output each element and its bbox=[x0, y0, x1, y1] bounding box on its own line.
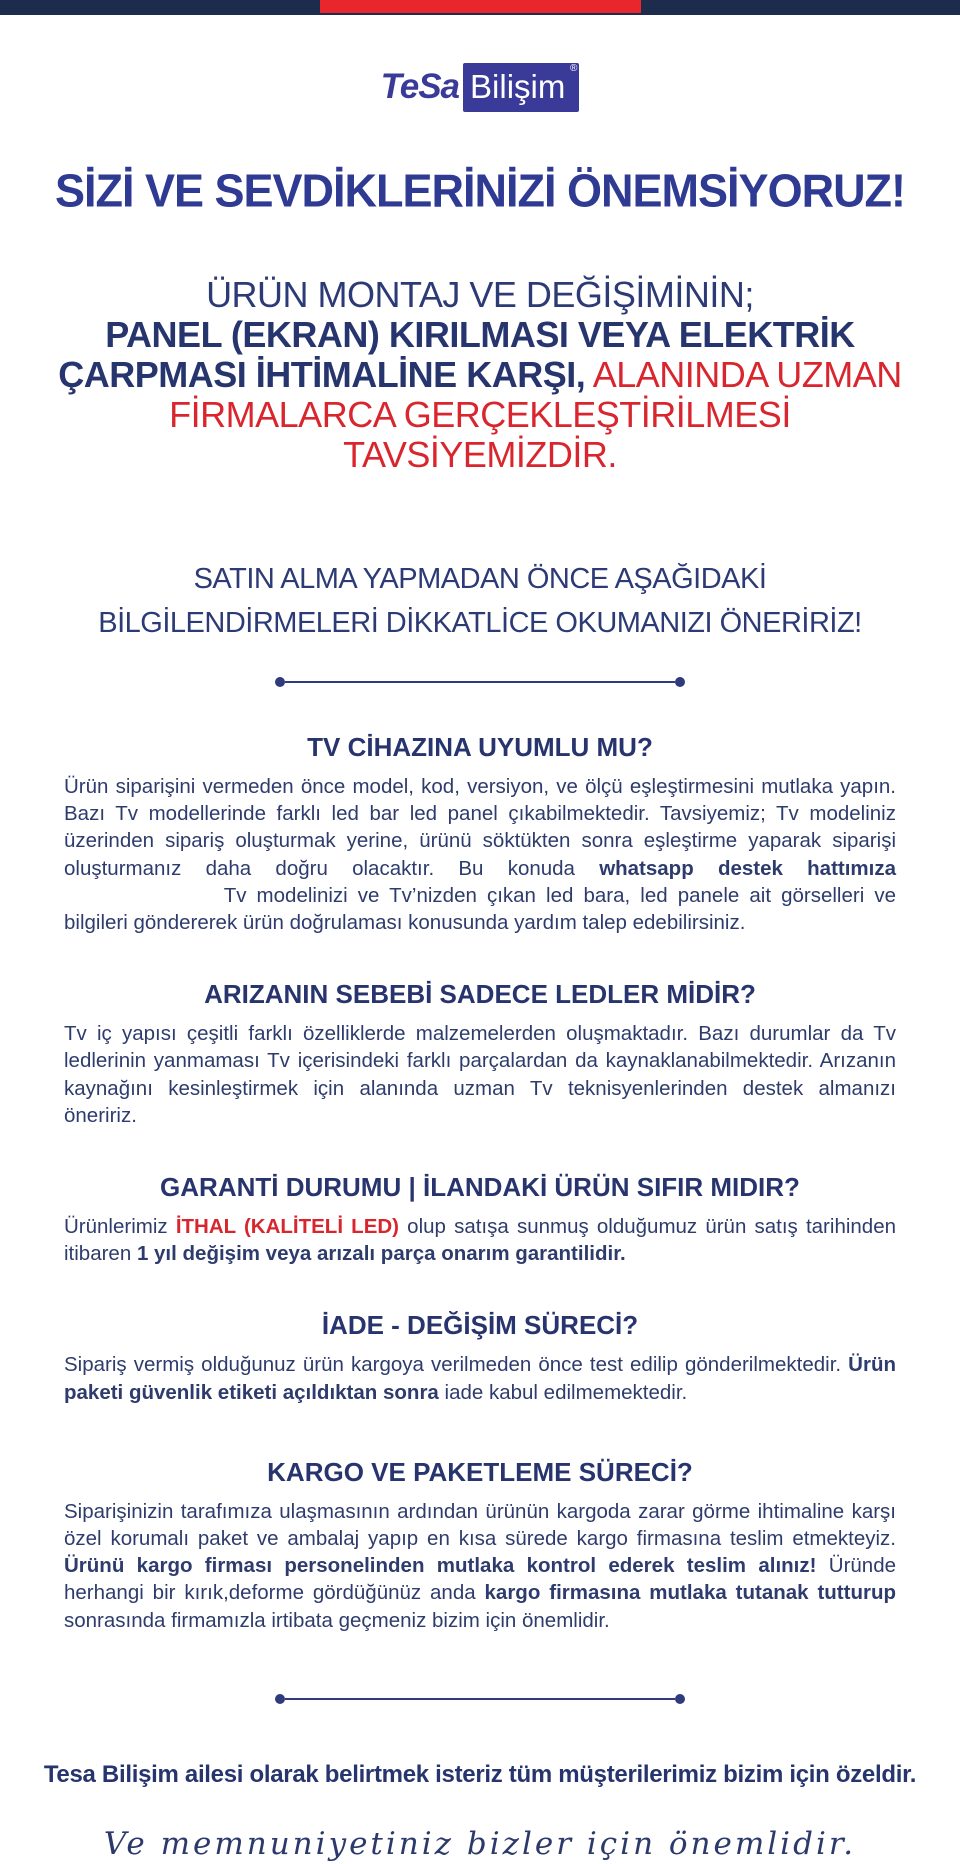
section-paragraph: Sipariş vermiş olduğunuz ürün kargoya verilmeden önce test edilip gönderilmektedir. Ürün paketi güvenlik etiketi açıldıktan sonra iade kabul edilmemektedir. bbox=[64, 1353, 896, 1404]
logo-row bbox=[0, 62, 960, 112]
logo-text-bilisim: Bilişim bbox=[470, 67, 566, 105]
page-title: SİZİ VE SEVDİKLERİNİZİ ÖNEMSİYORUZ! bbox=[54, 163, 906, 218]
section-warranty bbox=[0, 1171, 960, 1267]
divider-dot-left bbox=[275, 677, 285, 687]
section-fault-cause bbox=[0, 978, 960, 1129]
signature-script-text: Ve memnuniyetiniz bizler için önemlidir. bbox=[103, 1825, 857, 1862]
logo-box-bilisim bbox=[463, 63, 579, 112]
customer-statement: Tesa Bilişim ailesi olarak belirtmek isteriz tüm müşterilerimiz bizim için özeldir. bbox=[43, 1760, 917, 1788]
section-heading: İADE - DEĞİŞİM SÜRECİ? bbox=[321, 1310, 639, 1341]
installation-warning-text: ÜRÜN MONTAJ VE DEĞİŞİMİNİN; PANEL (EKRAN) KIRILMASI VEYA ELEKTRİK ÇARPMASI İHTİMALİNE KARŞI, ALANINDA UZMAN FİRMALARCA GERÇEKLEŞTİRİLMESİ TAVSİYEMİZDİR. bbox=[58, 274, 902, 475]
section-divider-bottom bbox=[275, 1694, 685, 1704]
section-heading: GARANTİ DURUMU | İLANDAKİ ÜRÜN SIFIR MIDIR? bbox=[160, 1172, 800, 1203]
section-divider-top bbox=[275, 677, 685, 687]
top-accent-bar-red-segment bbox=[320, 0, 642, 13]
section-return-exchange bbox=[0, 1309, 960, 1405]
section-tv-compatibility bbox=[0, 731, 960, 936]
logo-text-tesa: TeSa bbox=[380, 67, 460, 106]
tesa-bilisim-logo bbox=[381, 63, 580, 112]
divider-dot-right bbox=[675, 677, 685, 687]
section-paragraph: Ürünlerimiz İTHAL (KALİTELİ LED) olup satışa sunmuş olduğumuz ürün satış tarihinden itibaren 1 yıl değişim veya arızalı parça onarım garantilidir. bbox=[64, 1215, 897, 1266]
top-accent-bar bbox=[0, 0, 960, 15]
section-shipping-packaging bbox=[0, 1456, 960, 1634]
section-heading: ARIZANIN SEBEBİ SADECE LEDLER MİDİR? bbox=[204, 979, 756, 1010]
section-paragraph: Siparişinizin tarafımıza ulaşmasının ardından ürünün kargoda zarar görme ihtimaline karşı özel korumalı paket ve ambalaj yapıp en kısa sürede kargo firmasına teslim etmekteyiz. Ürünü kargo firması personelinden mutlaka kontrol ederek teslim alınız! Üründe herhangi bir kırık,deforme gördüğünüz anda kargo firmasına mutlaka tutanak tutturup sonrasında firmamızla irtibata geçmeniz bizim için önemlidir. bbox=[64, 1499, 897, 1632]
divider-dot-right bbox=[675, 1694, 685, 1704]
section-paragraph: Ürün siparişini vermeden önce model, kod, versiyon, ve ölçü eşleştirmesini mutlaka yapın. Bazı Tv modellerinde farklı led bar led panel çıkabilmektedir. Tavsiyemiz; Tv modeliniz üzerinden sipariş oluşturmak yerine, ürünü söktükten sonra eşleştirme yaparak siparişi oluşturmanız daha doğru olacaktır. Bu konuda whatsapp destek hattımıza Tv modelinizi ve Tv’nizden çıkan led bara, led panele ait görselleri ve bilgileri göndererek ürün doğrulaması konusunda yardım talep edebilirsiniz. bbox=[64, 775, 897, 935]
section-heading: TV CİHAZINA UYUMLU MU? bbox=[307, 732, 653, 762]
section-paragraph: Tv iç yapısı çeşitli farklı özelliklerde malzemelerden oluşmaktadır. Bazı durumlar da Tv ledlerinin yanmaması Tv içerisindeki farklı parçalardan da kaynaklanabilmektedir. Arızanın kaynağını kesinleştirmek için alanında uzman Tv teknisyenlerinden destek almanızı öneririz. bbox=[64, 1022, 896, 1127]
section-heading: KARGO VE PAKETLEME SÜRECİ? bbox=[267, 1456, 693, 1487]
registered-trademark-icon: ® bbox=[569, 62, 578, 74]
pre-purchase-notice: SATIN ALMA YAPMADAN ÖNCE AŞAĞIDAKİ BİLGİLENDİRMELERİ DİKKATLİCE OKUMANIZI ÖNERİRİZ! bbox=[98, 563, 862, 639]
divider-dot-left bbox=[275, 1694, 285, 1704]
divider-line bbox=[285, 681, 675, 684]
divider-line bbox=[285, 1698, 675, 1701]
